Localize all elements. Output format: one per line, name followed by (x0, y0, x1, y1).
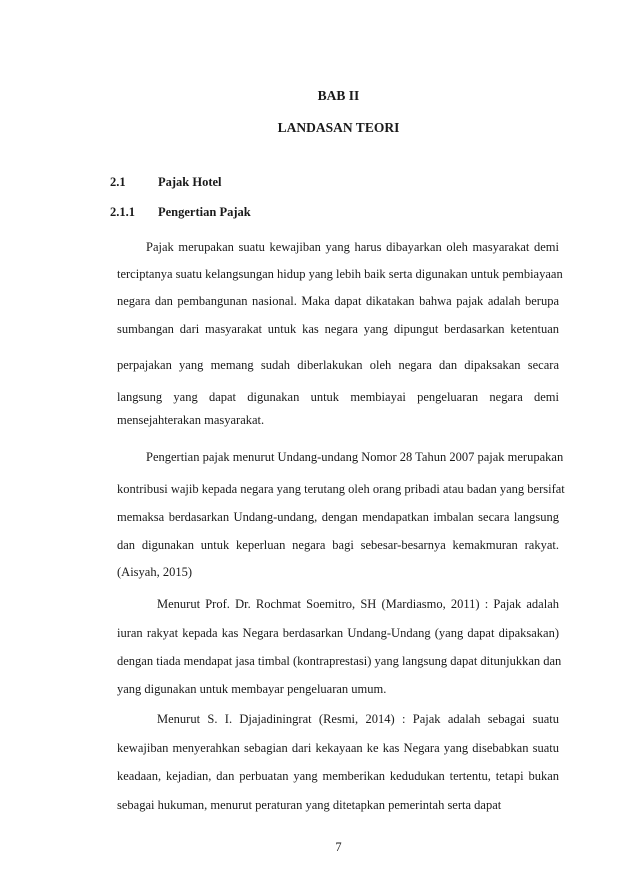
paragraph-line: Menurut Prof. Dr. Rochmat Soemitro, SH (Mardiasmo, 2011) : Pajak adalah (157, 597, 559, 611)
paragraph-line: yang digunakan untuk membayar pengeluaran umum. (117, 682, 387, 696)
paragraph-line: langsung yang dapat digunakan untuk membiayai pengeluaran negara demi (117, 390, 559, 404)
paragraph-line: kewajiban menyerahkan sebagian dari kekayaan ke kas Negara yang disebabkan suatu (117, 741, 559, 755)
paragraph-line: terciptanya suatu kelangsungan hidup yang lebih baik serta digunakan untuk pembiayaan (117, 267, 563, 281)
chapter-title: LANDASAN TEORI (277, 120, 400, 135)
paragraph-line: keadaan, kejadian, dan perbuatan yang memberikan kedudukan tertentu, tetapi bukan (117, 769, 559, 783)
page-number: 7 (335, 840, 342, 854)
paragraph-line: (Aisyah, 2015) (117, 565, 192, 579)
paragraph-line: Menurut S. I. Djajadiningrat (Resmi, 2014) : Pajak adalah sebagai suatu (157, 712, 559, 726)
section-number: 2.1 (110, 175, 126, 189)
paragraph-line: iuran rakyat kepada kas Negara berdasarkan Undang-Undang (yang dapat dipaksakan) (117, 626, 559, 640)
paragraph-line: mensejahterakan masyarakat. (117, 413, 265, 427)
paragraph-line: sumbangan dari masyarakat untuk kas negara yang dipungut berdasarkan ketentuan (117, 322, 559, 336)
chapter-heading: BAB II (317, 88, 360, 103)
paragraph-line: dengan tiada mendapat jasa timbal (kontraprestasi) yang langsung dapat ditunjukkan dan (117, 654, 562, 668)
paragraph-line: memaksa berdasarkan Undang-undang, dengan mendapatkan imbalan secara langsung (117, 510, 559, 524)
section-title: Pajak Hotel (158, 175, 222, 189)
paragraph-line: sebagai hukuman, menurut peraturan yang ditetapkan pemerintah serta dapat (117, 798, 502, 812)
subsection-number: 2.1.1 (110, 205, 135, 219)
paragraph-line: perpajakan yang memang sudah diberlakukan oleh negara dan dipaksakan secara (117, 358, 559, 372)
paragraph-line: dan digunakan untuk keperluan negara bagi sebesar-besarnya kemakmuran rakyat. (117, 538, 559, 552)
paragraph-line: kontribusi wajib kepada negara yang terutang oleh orang pribadi atau badan yang bersifat (117, 482, 565, 496)
paragraph-line: negara dan pembangunan nasional. Maka dapat dikatakan bahwa pajak adalah berupa (117, 294, 559, 308)
paragraph-line: Pengertian pajak menurut Undang-undang Nomor 28 Tahun 2007 pajak merupakan (146, 450, 564, 464)
paragraph-line: Pajak merupakan suatu kewajiban yang harus dibayarkan oleh masyarakat demi (146, 240, 559, 254)
subsection-title: Pengertian Pajak (158, 205, 251, 219)
